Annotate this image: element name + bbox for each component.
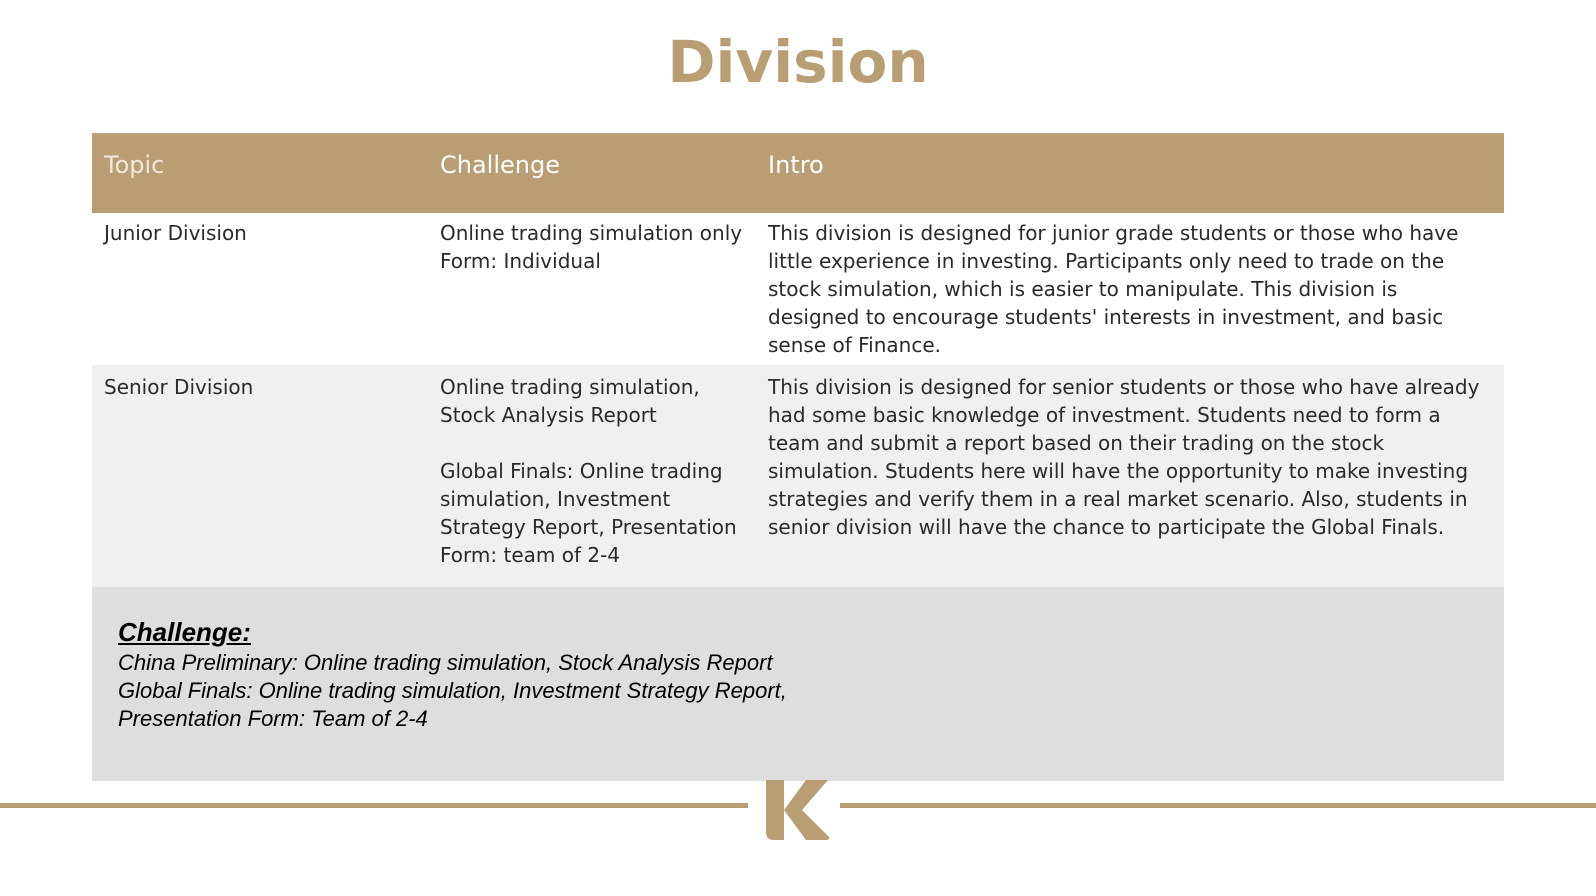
challenge-paragraph: Online trading simulation, Stock Analysis Report [440, 375, 700, 427]
header-challenge: Challenge [428, 133, 756, 213]
header-topic: Topic [92, 133, 428, 213]
division-table [92, 133, 1504, 629]
challenge-line: Form: Individual [440, 249, 601, 273]
table-row [92, 213, 1504, 365]
challenge-heading: Challenge: [118, 617, 251, 647]
intro-cell: This division is designed for junior grade students or those who have little experience in investing. Participants only need to trade on the stock simulation, which is easier to manipulate. This division is designed to encourage students' interests in investment, and basic sense of Finance. [756, 213, 1504, 365]
k-logo-icon [762, 780, 832, 840]
challenge-line: Presentation Form: Team of 2-4 [118, 706, 428, 731]
topic-cell: Junior Division [92, 213, 428, 365]
intro-cell: This division is designed for senior students or those who have already had some basic knowledge of investment. Students need to form a team and submit a report based on their trading on the stock simulation. Students here will have the opportunity to make investing strategies and verify them in a real market scenario. Also, students in senior division will have the chance to participate the Global Finals. [756, 365, 1504, 629]
table-header-row [92, 133, 1504, 213]
header-intro: Intro [756, 133, 1504, 213]
challenge-line: China Preliminary: Online trading simulation, Stock Analysis Report [118, 650, 773, 675]
challenge-box [92, 587, 1504, 781]
challenge-paragraph: Global Finals: Online trading simulation, Investment Strategy Report, Presentation Form: team of 2-4 [440, 459, 737, 567]
topic-cell: Senior Division [92, 365, 428, 629]
page-title: Division [667, 28, 929, 96]
challenge-line: Online trading simulation only [440, 221, 743, 245]
challenge-line: Global Finals: Online trading simulation, Investment Strategy Report, [118, 678, 787, 703]
footer-divider-left [0, 803, 748, 808]
challenge-text [118, 649, 1018, 733]
challenge-cell [428, 213, 756, 365]
footer-divider-right [840, 803, 1596, 808]
